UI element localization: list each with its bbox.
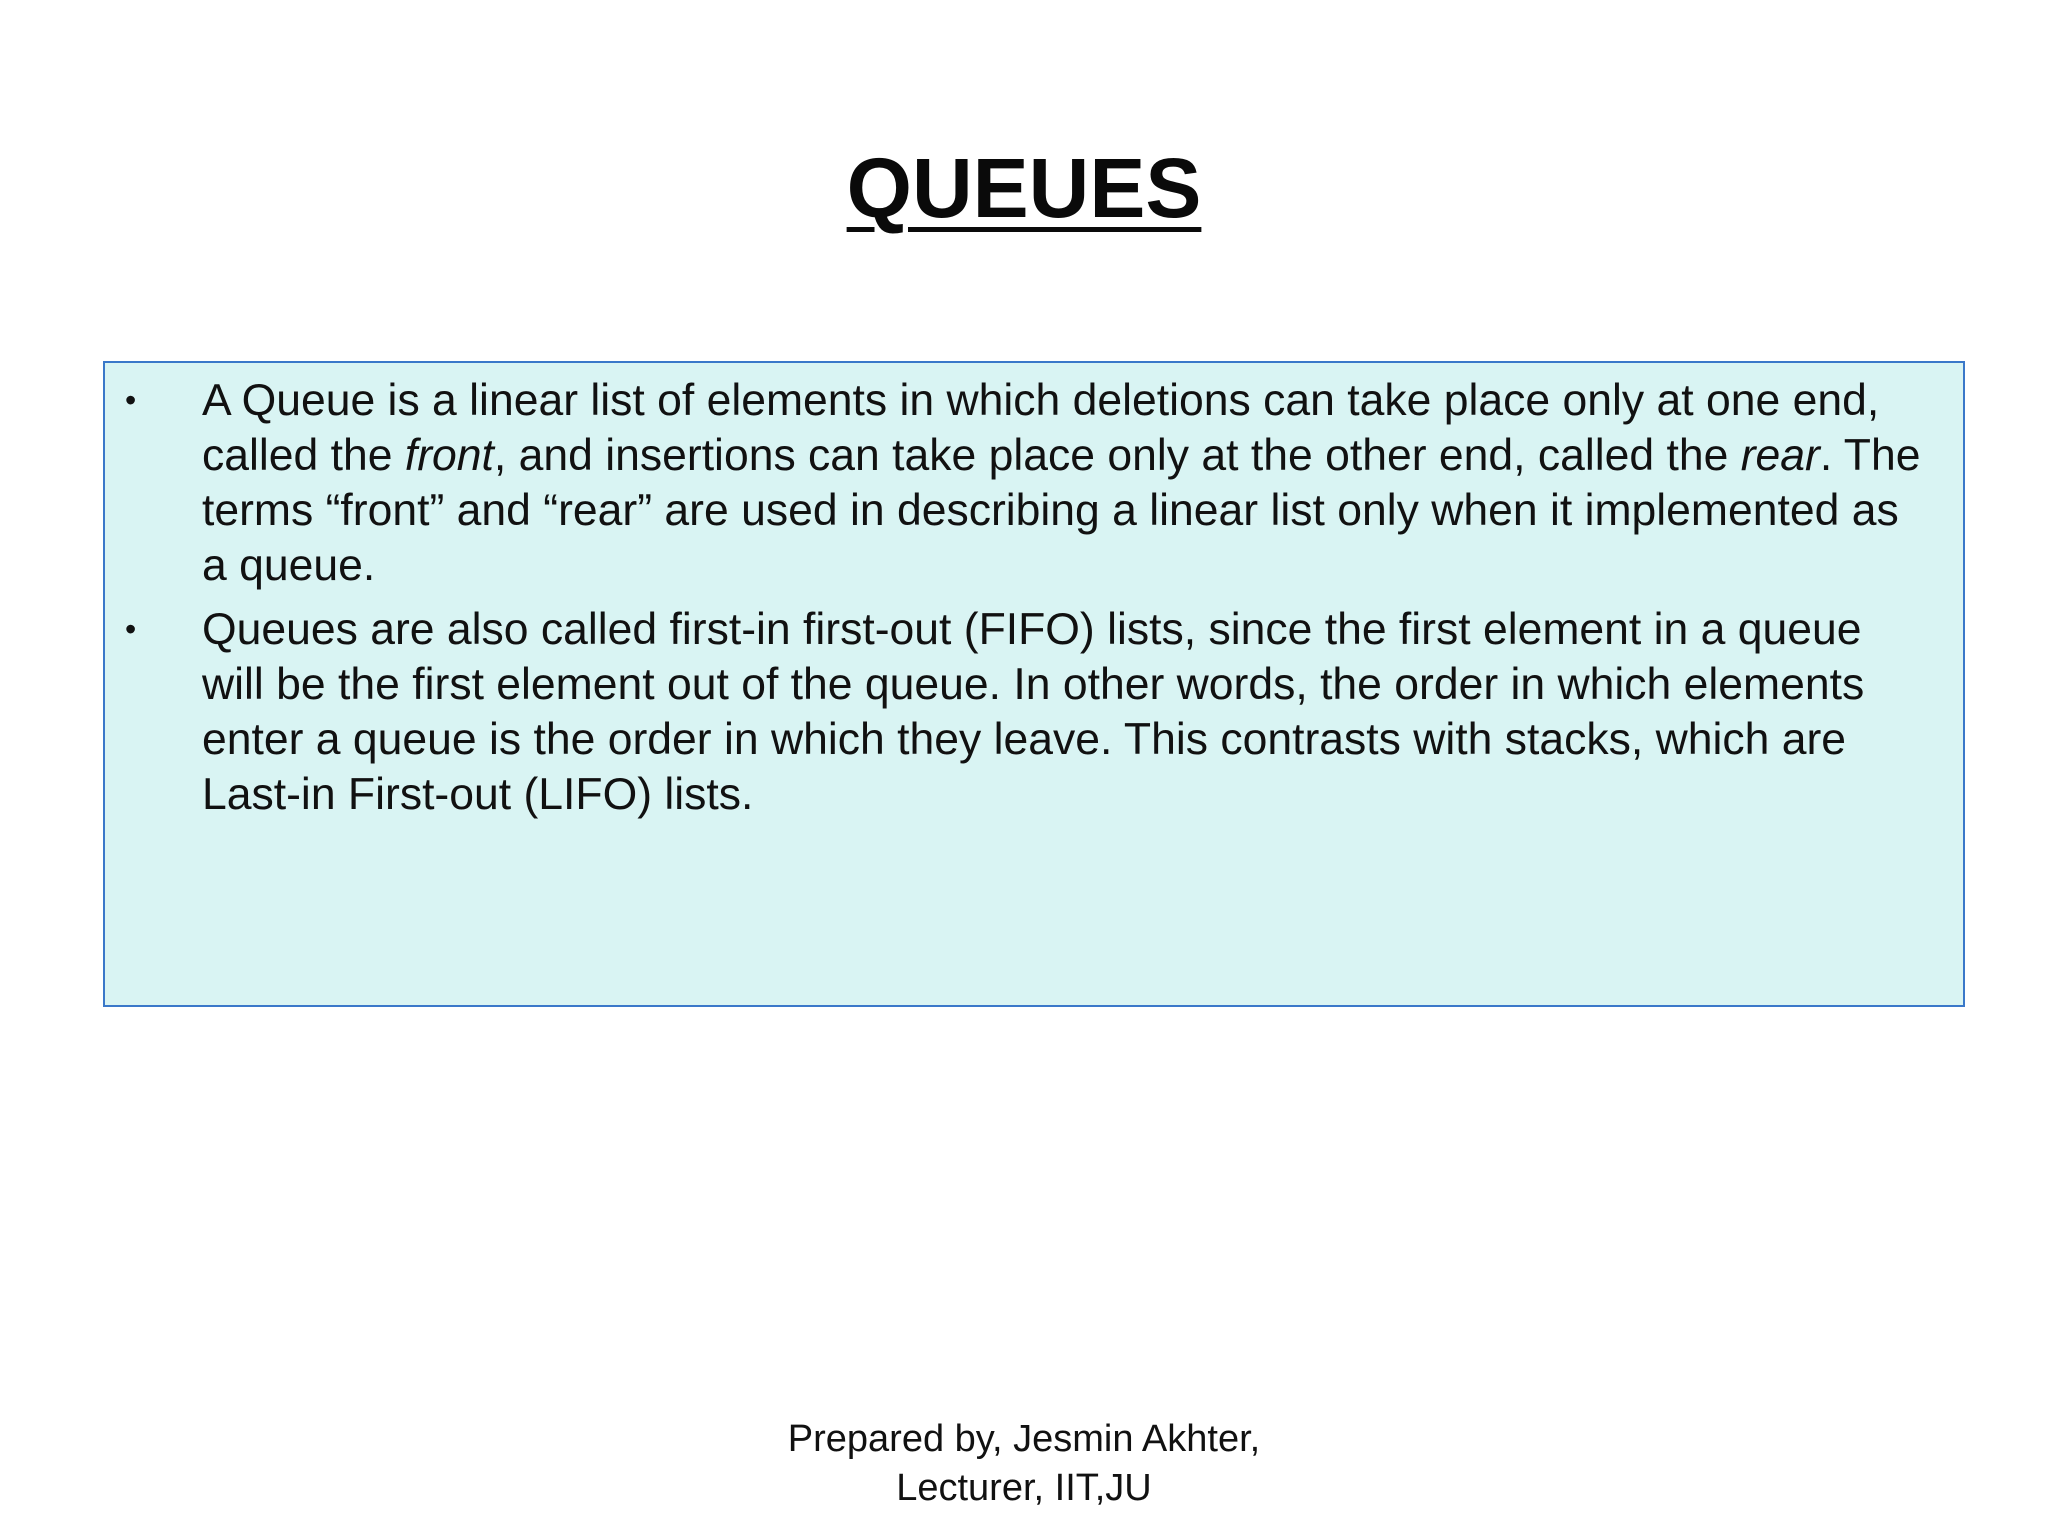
bullet-icon: •	[125, 611, 137, 647]
bullet-icon: •	[125, 382, 137, 418]
slide-title: QUEUES	[846, 141, 1202, 235]
front-term: front	[404, 431, 494, 480]
content-box	[103, 361, 1965, 1007]
bullet-text: , and insertions can take place only at the other end, called the	[493, 431, 1741, 480]
bullet-text: . The terms “front” and “rear” are used in describing a linear list only when it implemented as a queue.	[202, 431, 1921, 590]
footer-affiliation: Lecturer, IIT,JU	[896, 1467, 1152, 1509]
rear-term: rear	[1740, 431, 1820, 480]
bullet-text: A Queue is a linear list of elements in which deletions can take place only at one end, called the	[202, 376, 1880, 480]
footer-author: Prepared by, Jesmin Akhter,	[787, 1418, 1261, 1460]
bullet-item-queue-definition	[105, 373, 1963, 593]
bullet-item-fifo	[105, 602, 1963, 822]
bullet-list	[105, 373, 1963, 831]
footer	[0, 1415, 2048, 1513]
bullet-text: Queues are also called first-in first-out (FIFO) lists, since the first element in a queue will be the first element out of the queue. In other words, the order in which elements enter a queue is the order in which they leave. This contrasts with stacks, which are Last-in First-out (LIFO) lists.	[202, 605, 1865, 819]
